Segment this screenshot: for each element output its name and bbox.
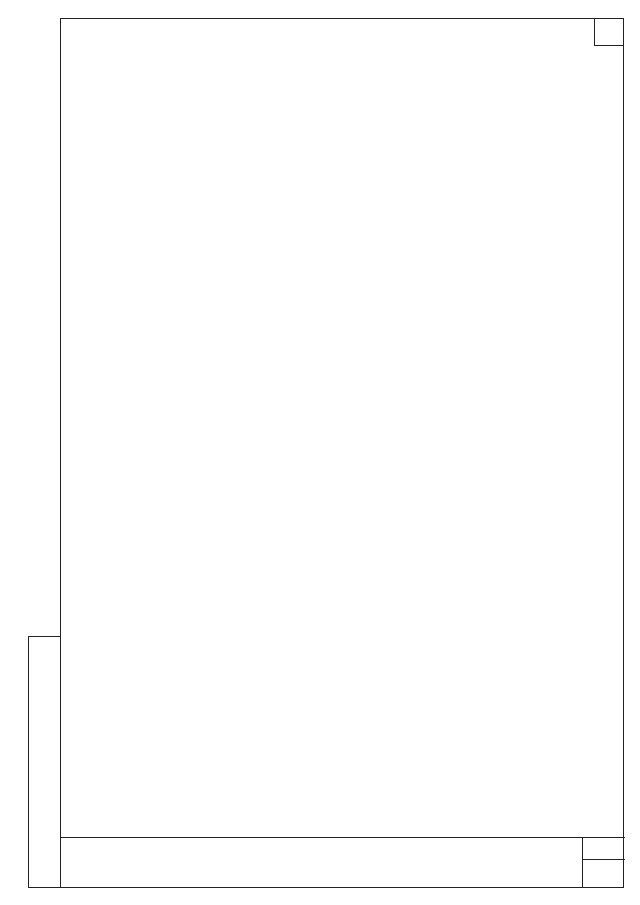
sheet-number: [583, 860, 625, 888]
sheet-label: [583, 838, 625, 860]
side-approval-strip: [28, 636, 60, 888]
title-block: [61, 837, 625, 887]
title-block-grid: [61, 838, 265, 888]
page-number-box: [594, 19, 623, 46]
document-code: [265, 838, 583, 888]
drawing-frame: [60, 18, 624, 888]
